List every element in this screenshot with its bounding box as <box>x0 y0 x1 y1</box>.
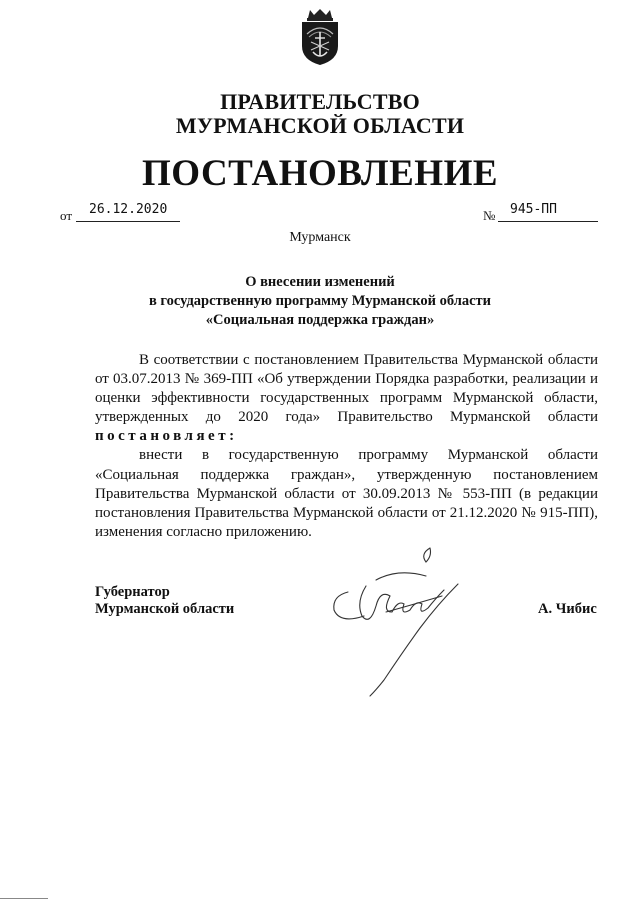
document-type-title: ПОСТАНОВЛЕНИЕ <box>141 153 499 194</box>
decree-body <box>95 351 598 542</box>
signatory-name: А. Чибис <box>538 601 597 617</box>
coat-of-arms-icon <box>296 8 344 66</box>
document-number: 945-ПП <box>510 202 557 217</box>
preamble-text: В соответствии с постановлением Правительства Мурманской области от 03.07.2013 № 369-ПП «Об утверждении Порядка разработки, реализации и оценки эффективности государственных программ Мурманской области, утвержденных до 2020 года» Правительство Мурманской области <box>95 352 598 426</box>
handwritten-signature <box>318 540 478 700</box>
government-name-line1: ПРАВИТЕЛЬСТВО <box>220 89 420 114</box>
decree-word: постановляет <box>95 428 230 445</box>
subject-line2: в государственную программу Мурманской области <box>148 293 492 309</box>
document-date: 26.12.2020 <box>89 202 168 217</box>
signatory-title-line1: Губернатор <box>95 584 170 600</box>
signatory-title-line2: Мурманской области <box>95 601 235 617</box>
government-name-line2: МУРМАНСКОЙ ОБЛАСТИ <box>175 113 465 138</box>
date-prefix-label: от <box>60 208 73 223</box>
city-label: Мурманск <box>289 230 351 245</box>
number-underline <box>498 221 598 222</box>
body-paragraph-resolution: внести в государственную программу Мурманской области «Социальная поддержка граждан», утвержденную постановлением Правительства Мурманской области от 30.09.2013 № 553-ПП (в редакции постановления Правительства Мурманской области от 21.12.2020 № 915-ПП), изменения согласно приложению. <box>95 447 598 540</box>
subject-line3: «Социальная поддержка граждан» <box>205 312 435 328</box>
body-paragraph-preamble <box>95 351 598 446</box>
date-underline <box>76 221 180 222</box>
number-prefix-label: № <box>483 208 496 223</box>
decree-colon: : <box>229 428 238 445</box>
subject-line1: О внесении изменений <box>245 274 395 290</box>
page-edge-mark <box>0 898 48 899</box>
